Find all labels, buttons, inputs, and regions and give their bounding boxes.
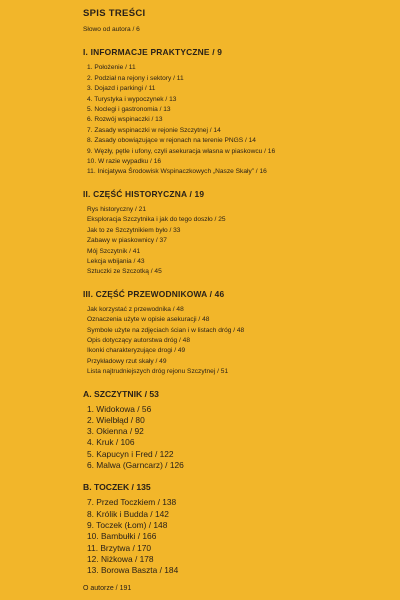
toc-entry: Jak to ze Szczytnikiem było / 33	[87, 226, 181, 234]
toc-entry: 11. Inicjatywa Środowisk Wspinaczkowych „Nasze Skały” / 16	[87, 168, 267, 176]
toc-entry: 9. Węzły, pętle i ufony, czyli asekuracja własna w piaskowcu / 16	[87, 147, 276, 155]
toc-entry: Sztuczki ze Szczotką / 45	[87, 268, 162, 276]
toc-entry: 1. Widokowa / 56	[87, 403, 152, 414]
toc-entry: Symbole użyte na zdjęciach ścian i w listach dróg / 48	[87, 326, 245, 334]
toc-entry: 13. Borowa Baszta / 184	[87, 565, 179, 576]
part1-list	[83, 63, 390, 177]
toc-entry: Przykładowy rzut skały / 49	[87, 357, 167, 365]
toc-entry: Lekcja wbijania / 43	[87, 257, 145, 265]
toc-title: SPIS TREŚCI	[83, 8, 146, 19]
part2-list	[83, 205, 390, 278]
toc-entry: Ikonki charakteryzujące drogi / 49	[87, 347, 186, 355]
toc-entry: 11. Brzytwa / 170	[87, 542, 152, 553]
toc-entry: Eksploracja Szczytnika i jak do tego doszło / 25	[87, 216, 226, 224]
toc-entry-about-author: O autorze / 191	[83, 585, 132, 593]
section-b-heading: B. TOCZEK / 135	[83, 482, 151, 493]
section-a-list	[83, 404, 390, 472]
toc-entry: 9. Toczek (Łom) / 148	[87, 519, 168, 530]
toc-entry: 10. Bambułki / 166	[87, 531, 157, 542]
toc-entry: 3. Okienna / 92	[87, 426, 144, 437]
toc-entry: 2. Wielbłąd / 80	[87, 414, 145, 425]
toc-entry: Rys historyczny / 21	[87, 205, 146, 213]
toc-entry: Zabawy w piaskownicy / 37	[87, 237, 167, 245]
toc-entry: 8. Królik i Budda / 142	[87, 508, 169, 519]
part3-heading: III. CZĘŚĆ PRZEWODNIKOWA / 46	[83, 288, 225, 299]
toc-entry-author-word: Słowo od autora / 6	[83, 26, 140, 33]
toc-entry: 7. Zasady wspinaczki w rejonie Szczytnej / 14	[87, 126, 221, 134]
toc-entry: 1. Położenie / 11	[87, 64, 136, 72]
toc-entry: 6. Malwa (Garncarz) / 126	[87, 460, 184, 471]
toc-entry: Jak korzystać z przewodnika / 48	[87, 305, 184, 313]
part2-heading: II. CZĘŚĆ HISTORYCZNA / 19	[83, 188, 205, 199]
toc-entry: Lista najtrudniejszych dróg rejonu Szczytnej / 51	[87, 368, 229, 376]
toc-entry: Opis dotyczący autorstwa dróg / 48	[87, 336, 190, 344]
toc-entry: 5. Kapucyn i Fred / 122	[87, 448, 174, 459]
toc-entry: 3. Dojazd i parkingi / 11	[87, 85, 156, 93]
part1-heading: I. INFORMACJE PRAKTYCZNE / 9	[83, 47, 223, 58]
toc-entry: Oznaczenia użyte w opisie asekuracji / 48	[87, 316, 210, 324]
toc-entry: 2. Podział na rejony i sektory / 11	[87, 74, 184, 82]
toc-entry: 4. Turystyka i wypoczynek / 13	[87, 95, 177, 103]
toc-entry: 7. Przed Toczkiem / 138	[87, 497, 177, 508]
toc-entry: 12. Niżkowa / 178	[87, 553, 154, 564]
section-b-list	[83, 497, 390, 576]
toc-entry: 10. W razie wypadku / 16	[87, 158, 162, 166]
section-a-heading: A. SZCZYTNIK / 53	[83, 388, 159, 399]
toc-entry: 8. Zasady obowiązujące w rejonach na terenie PNGS / 14	[87, 137, 256, 145]
toc-entry: Mój Szczytnik / 41	[87, 247, 141, 255]
toc-entry: 6. Rozwój wspinaczki / 13	[87, 116, 163, 124]
toc-entry: 5. Noclegi i gastronomia / 13	[87, 106, 171, 114]
toc-entry: 4. Kruk / 106	[87, 437, 135, 448]
part3-list	[83, 305, 390, 378]
